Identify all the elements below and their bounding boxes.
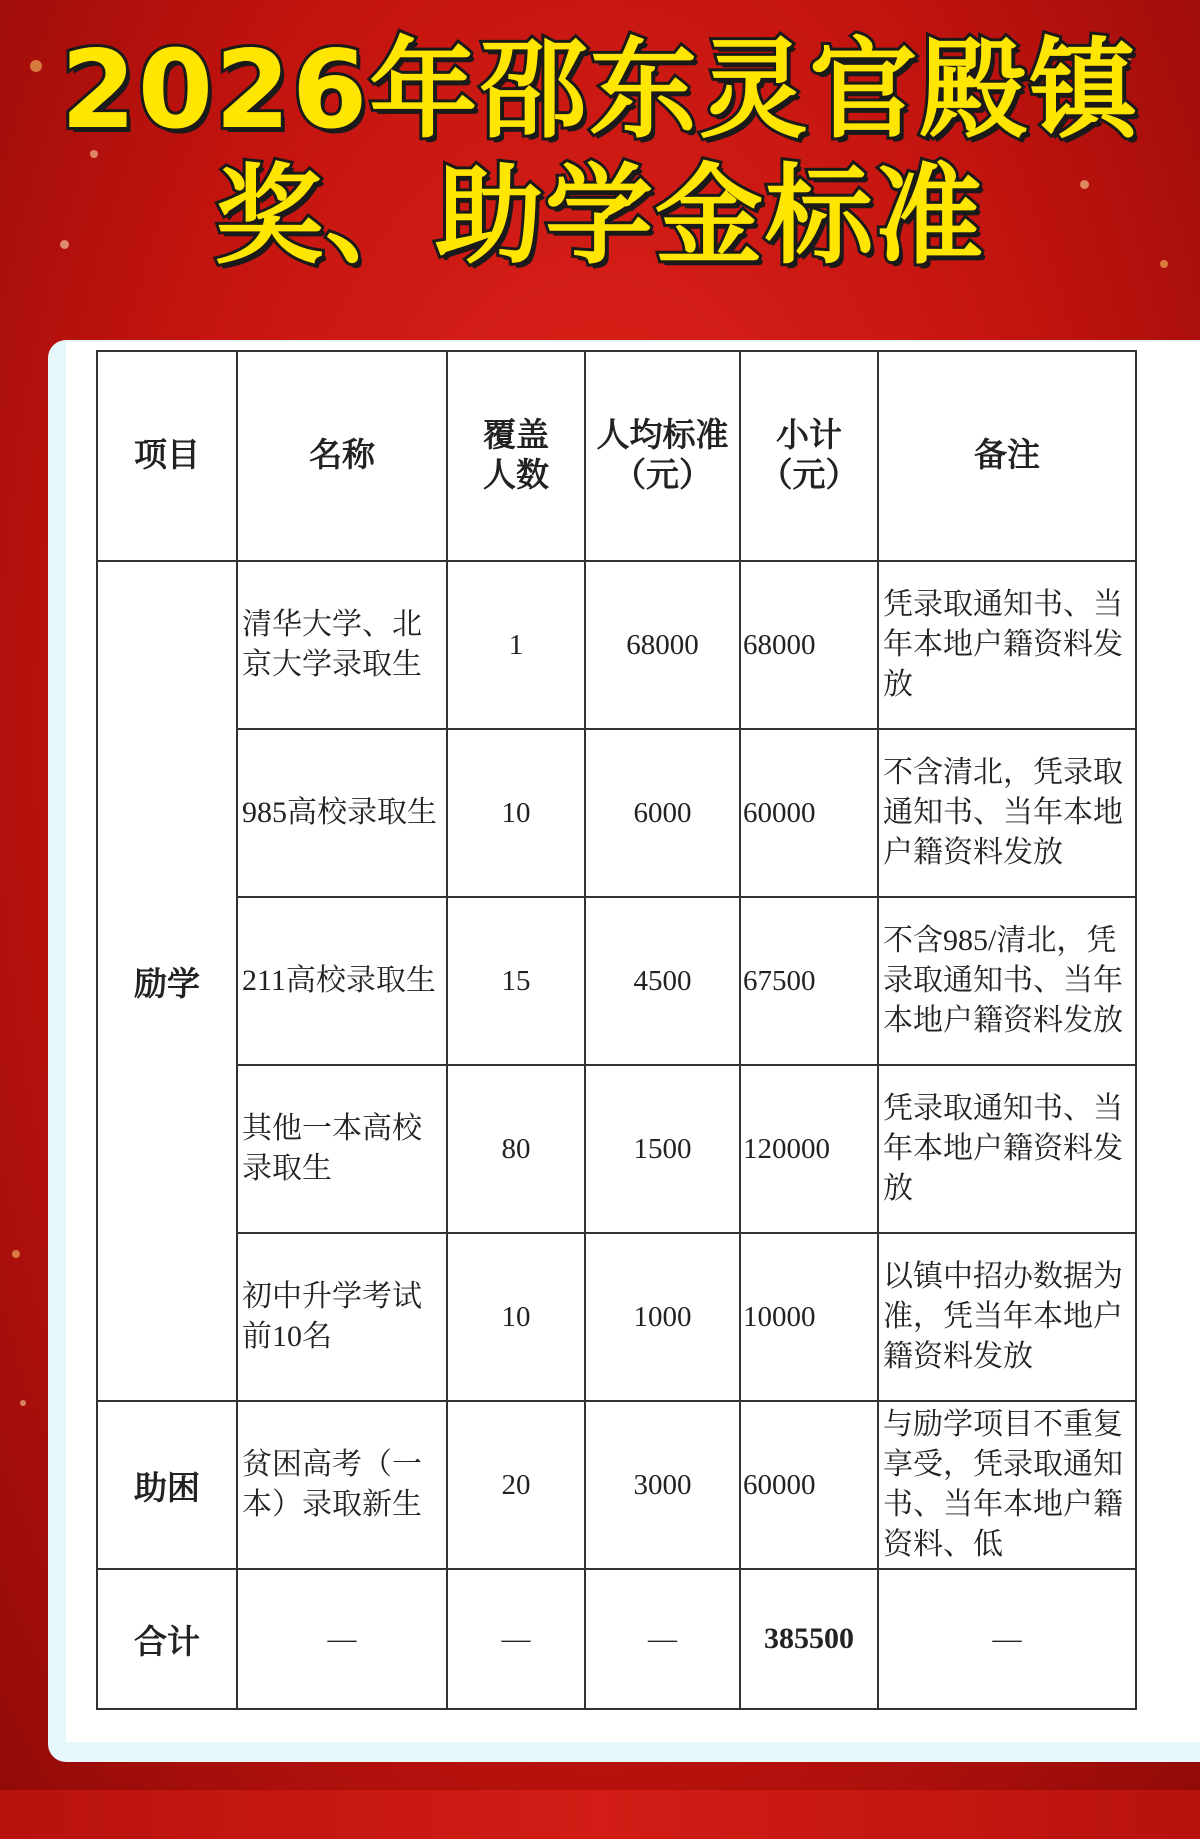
row-subtotal: 60000 (740, 1401, 878, 1569)
row-count: 1 (447, 561, 585, 729)
row-standard: 6000 (585, 729, 740, 897)
row-name: 清华大学、北京大学录取生 (237, 561, 447, 729)
row-name: 其他一本高校录取生 (237, 1065, 447, 1233)
table-row (97, 729, 1136, 897)
row-subtotal: 68000 (740, 561, 878, 729)
row-count: 10 (447, 1233, 585, 1401)
row-count: 20 (447, 1401, 585, 1569)
row-name: 211高校录取生 (237, 897, 447, 1065)
row-remark: 凭录取通知书、当年本地户籍资料发放 (878, 1065, 1136, 1233)
total-remark-dash: — (878, 1569, 1136, 1709)
row-standard: 4500 (585, 897, 740, 1065)
category-total: 合计 (97, 1569, 237, 1709)
header-category: 项目 (97, 351, 237, 561)
row-count: 80 (447, 1065, 585, 1233)
header-standard: 人均标准 （元） (585, 351, 740, 561)
header-remark: 备注 (878, 351, 1136, 561)
header-count: 覆盖 人数 (447, 351, 585, 561)
table-header-row (97, 351, 1136, 561)
row-remark: 以镇中招办数据为准，凭当年本地户籍资料发放 (878, 1233, 1136, 1401)
category-aid: 助困 (97, 1401, 237, 1569)
row-remark: 不含985/清北，凭录取通知书、当年本地户籍资料发放 (878, 897, 1136, 1065)
scholarship-table (96, 350, 1137, 1710)
row-standard: 1500 (585, 1065, 740, 1233)
total-standard-dash: — (585, 1569, 740, 1709)
row-remark: 凭录取通知书、当年本地户籍资料发放 (878, 561, 1136, 729)
row-subtotal: 120000 (740, 1065, 878, 1233)
total-row (97, 1569, 1136, 1709)
row-remark: 不含清北，凭录取通知书、当年本地户籍资料发放 (878, 729, 1136, 897)
table-row (97, 1233, 1136, 1401)
total-name-dash: — (237, 1569, 447, 1709)
table-row (97, 1401, 1136, 1569)
row-subtotal: 67500 (740, 897, 878, 1065)
row-count: 15 (447, 897, 585, 1065)
row-standard: 68000 (585, 561, 740, 729)
table-row (97, 1065, 1136, 1233)
bottom-banner (0, 1790, 1200, 1839)
page-title (0, 28, 1200, 280)
row-name: 贫困高考（一本）录取新生 (237, 1401, 447, 1569)
row-subtotal: 60000 (740, 729, 878, 897)
category-encourage: 励学 (97, 561, 237, 1401)
table-row (97, 897, 1136, 1065)
row-name: 初中升学考试前10名 (237, 1233, 447, 1401)
row-remark: 与励学项目不重复享受，凭录取通知书、当年本地户籍资料、低 (878, 1401, 1136, 1569)
total-count-dash: — (447, 1569, 585, 1709)
header-name: 名称 (237, 351, 447, 561)
row-standard: 3000 (585, 1401, 740, 1569)
table-row (97, 561, 1136, 729)
row-standard: 1000 (585, 1233, 740, 1401)
row-name: 985高校录取生 (237, 729, 447, 897)
title-line-1: 2026年邵东灵官殿镇 (60, 28, 1140, 153)
row-count: 10 (447, 729, 585, 897)
title-line-2: 奖、助学金标准 (214, 154, 985, 279)
total-subtotal: 385500 (740, 1569, 878, 1709)
header-subtotal: 小计 （元） (740, 351, 878, 561)
row-subtotal: 10000 (740, 1233, 878, 1401)
